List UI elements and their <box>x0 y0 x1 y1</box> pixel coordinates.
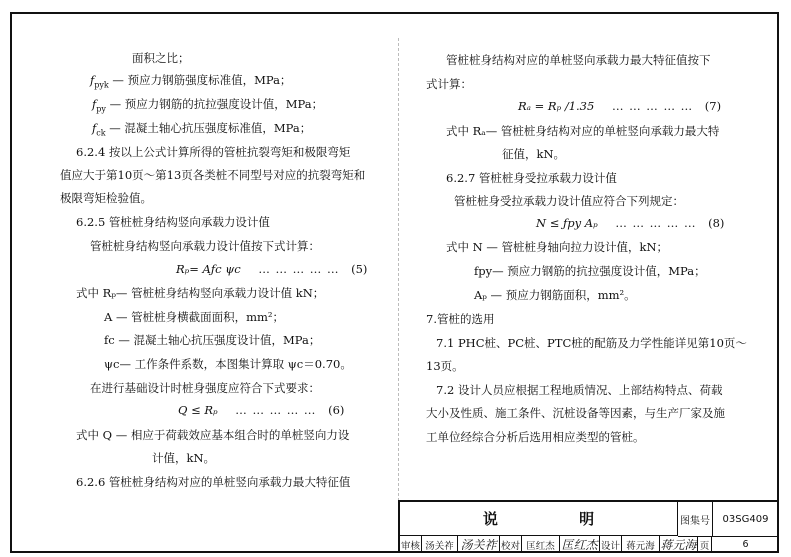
definition-fpy <box>92 96 323 113</box>
definition-text: — 混凝土轴心抗压强度标准值，MPa； <box>109 121 312 135</box>
equation-6 <box>178 403 344 417</box>
where-fc: fc — 混凝土轴心抗压强度设计值，MPa； <box>104 333 321 347</box>
checker-signature: 匡红杰 <box>560 536 600 553</box>
paragraph-7-2-line1: 7.2 设计人员应根据工程地质情况、上部结构特点、荷载 <box>436 383 723 397</box>
definition-fck <box>92 120 311 137</box>
symbol-sub: pyk <box>94 80 109 90</box>
check-label: 校对 <box>500 536 522 553</box>
text-line: 面积之比； <box>132 51 190 65</box>
symbol-sub: py <box>96 104 106 114</box>
page-number: 6 <box>742 539 749 550</box>
designer-name: 蒋元海 <box>622 536 660 553</box>
title-block <box>398 500 779 553</box>
paragraph-6-2-4-line3: 极限弯矩检验值。 <box>60 191 152 205</box>
paragraph-6-2-4-line1: 6.2.4 按以上公式计算所得的管桩抗裂弯矩和极限弯矩 <box>76 145 351 159</box>
text-line: 式计算： <box>426 77 472 91</box>
where-q-line2: 计值，kN。 <box>152 451 216 465</box>
section-7: 7.管桩的选用 <box>426 312 495 326</box>
section-6-2-7-intro: 管桩桩身受拉承载力设计值应符合下列规定： <box>454 194 684 208</box>
equation-number: (7) <box>704 99 722 113</box>
where-a: A — 管桩桩身横截面面积，mm²； <box>104 310 285 324</box>
where-q-line1: 式中 Q — 相应于荷载效应基本组合时的单桩竖向力设 <box>76 428 350 442</box>
equation-number: (5) <box>351 262 368 276</box>
definition-fpyk <box>90 72 291 89</box>
where-ra-line1: 式中 Rₐ— 管桩桩身结构对应的单桩竖向承载力最大特 <box>446 124 720 138</box>
section-6-2-6: 6.2.6 管桩桩身结构对应的单桩竖向承载力最大特征值 <box>76 475 351 489</box>
base-design-intro: 在进行基础设计时桩身强度应符合下式要求： <box>90 381 320 395</box>
symbol: f <box>92 121 97 135</box>
section-6-2-5-intro: 管桩桩身结构竖向承载力设计值按下式计算： <box>90 239 320 253</box>
definition-text: — 预应力钢筋强度标准值，MPa； <box>112 73 292 87</box>
paragraph-7-1-line1: 7.1 PHC桩、PC桩、PTC桩的配筋及力学性能详见第10页～ <box>436 336 747 350</box>
where-ra-line2: 征值，kN。 <box>502 147 566 161</box>
equation-5 <box>176 262 367 276</box>
paragraph-6-2-4-line2: 值应大于第10页～第13页各类桩不同型号对应的抗裂弯矩和 <box>60 168 366 182</box>
design-label: 设计 <box>600 536 622 553</box>
review-label: 审核 <box>400 536 422 553</box>
text-line: 管桩桩身结构对应的单桩竖向承载力最大特征值按下 <box>446 53 711 67</box>
equation-leader: … … … … … <box>611 99 694 113</box>
equation-formula: Rₐ = Rₚ /1.35 <box>518 99 595 113</box>
paragraph-7-2-line2: 大小及性质、施工条件、沉桩设备等因素，与生产厂家及施 <box>426 406 725 420</box>
equation-7 <box>518 99 721 113</box>
equation-leader: … … … … … <box>615 216 697 230</box>
symbol: f <box>92 97 97 111</box>
drawing-frame <box>10 12 779 553</box>
reviewer-name: 汤关祚 <box>422 536 458 553</box>
section-6-2-7: 6.2.7 管桩桩身受拉承载力设计值 <box>446 171 617 185</box>
equation-formula: N ≤ ƒpy Aₚ <box>536 216 598 230</box>
symbol: f <box>90 73 95 87</box>
paragraph-7-1-line2: 13页。 <box>426 359 464 373</box>
equation-leader: … … … … … <box>258 262 340 276</box>
where-ap: Aₚ — 预应力钢筋面积，mm²。 <box>474 288 636 302</box>
where-n: 式中 N — 管桩桩身轴向拉力设计值，kN； <box>446 240 669 254</box>
equation-8 <box>536 216 724 230</box>
atlas-number-label: 图集号 <box>678 502 713 537</box>
where-fpy: fpy— 预应力钢筋的抗拉强度设计值，MPa； <box>474 264 706 278</box>
checker-name: 匡红杰 <box>522 536 560 553</box>
drawing-title: 说 明 <box>400 502 678 536</box>
atlas-number: 03SG409 <box>712 502 779 537</box>
where-psi: ψc— 工作条件系数，本图集计算取 ψc＝0.70。 <box>104 357 352 371</box>
paragraph-7-2-line3: 工单位经综合分析后选用相应类型的管桩。 <box>426 430 645 444</box>
equation-formula: Rₚ= Aƒc ψc <box>176 262 241 276</box>
equation-leader: … … … … … <box>235 403 317 417</box>
column-divider <box>398 38 400 501</box>
section-6-2-5: 6.2.5 管桩桩身结构竖向承载力设计值 <box>76 215 270 229</box>
equation-formula: Q ≤ Rₚ <box>178 403 218 417</box>
reviewer-signature: 汤关祚 <box>458 536 500 553</box>
equation-number: (6) <box>328 403 345 417</box>
signature-row <box>400 536 779 553</box>
page-label: 页 <box>698 536 712 553</box>
equation-number: (8) <box>708 216 725 230</box>
definition-text: — 预应力钢筋的抗拉强度设计值，MPa； <box>109 97 324 111</box>
symbol-sub: ck <box>96 128 106 138</box>
designer-signature: 蒋元海 <box>660 538 697 552</box>
where-rp: 式中 Rₚ— 管桩桩身结构竖向承载力设计值 kN； <box>76 286 325 300</box>
